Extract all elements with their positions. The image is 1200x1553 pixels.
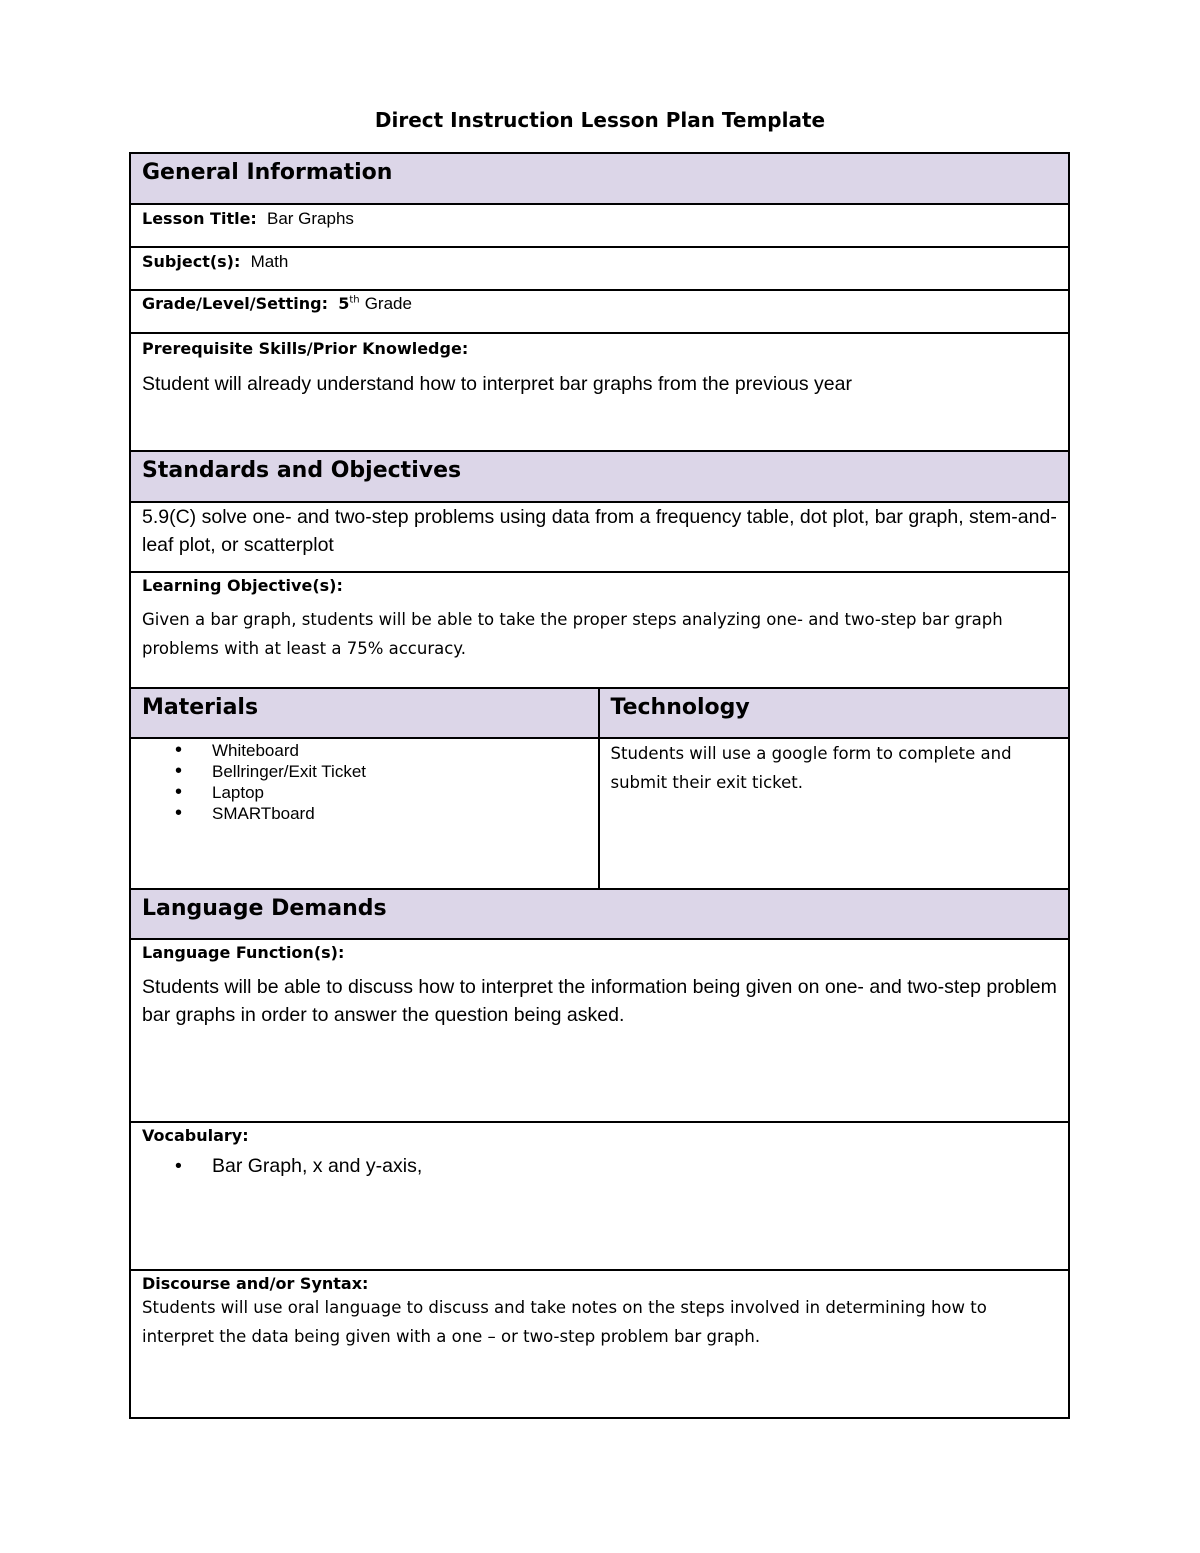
- discourse-text: Students will use oral language to discuss and take notes on the steps involved in determining how to interpret the data being given with a one – or two-step problem bar graph.: [142, 1298, 987, 1346]
- language-function-label: Language Function(s):: [142, 943, 345, 962]
- discourse-row: [131, 1271, 1068, 1417]
- list-item: • SMARTboard: [212, 803, 598, 824]
- lesson-plan-table: [129, 152, 1070, 1419]
- language-function-row: [131, 940, 1068, 1123]
- objective-label: Learning Objective(s):: [142, 576, 343, 595]
- subject-value: Math: [250, 252, 289, 271]
- standards-heading: Standards and Objectives: [142, 458, 462, 483]
- lesson-title-label: Lesson Title:: [142, 209, 257, 228]
- lesson-title-value: Bar Graphs: [267, 209, 354, 228]
- lesson-title-row: [131, 205, 1068, 248]
- technology-heading: Technology: [610, 695, 750, 720]
- materials-heading: Materials: [142, 695, 259, 720]
- language-function-text: Students will be able to discuss how to interpret the information being given on one- and two-step problem bar graphs in order to answer the question being asked.: [142, 976, 1057, 1026]
- list-item: • Whiteboard: [212, 740, 598, 761]
- vocabulary-label: Vocabulary:: [142, 1126, 249, 1145]
- materials-cell: [131, 739, 600, 888]
- grade-word: Grade: [364, 294, 412, 313]
- grade-number: 5: [338, 294, 350, 313]
- technology-text: Students will use a google form to complete and submit their exit ticket.: [610, 744, 1012, 792]
- subject-label: Subject(s):: [142, 252, 241, 271]
- grade-suffix: th: [349, 294, 360, 306]
- vocabulary-list: [142, 1155, 1057, 1178]
- vocabulary-row: [131, 1123, 1068, 1271]
- standards-header: [131, 452, 1068, 503]
- list-item: • Bellringer/Exit Ticket: [212, 761, 598, 782]
- grade-label: Grade/Level/Setting:: [142, 294, 329, 313]
- materials-header: [131, 689, 600, 737]
- language-demands-header: [131, 890, 1068, 940]
- standard-row: [131, 503, 1068, 573]
- materials-technology-header: [131, 689, 1068, 739]
- materials-technology-body: [131, 739, 1068, 890]
- standard-text: 5.9(C) solve one- and two-step problems using data from a frequency table, dot plot, bar graph, stem-and-leaf plot, or scatterplot: [142, 506, 1057, 556]
- technology-header: [600, 689, 1069, 737]
- subject-row: [131, 248, 1068, 291]
- language-demands-heading: Language Demands: [142, 896, 387, 921]
- objective-row: [131, 573, 1068, 689]
- materials-list: [131, 740, 598, 824]
- objective-text: Given a bar graph, students will be able to take the proper steps analyzing one- and two-step bar graph problems with at least a 75% accuracy.: [142, 610, 1003, 658]
- discourse-label: Discourse and/or Syntax:: [142, 1274, 369, 1293]
- technology-cell: [600, 739, 1069, 888]
- prereq-label: Prerequisite Skills/Prior Knowledge:: [142, 339, 469, 358]
- list-item: • Laptop: [212, 782, 598, 803]
- prereq-text: Student will already understand how to interpret bar graphs from the previous year: [142, 373, 852, 395]
- prereq-row: [131, 334, 1068, 452]
- list-item: • Bar Graph, x and y-axis,: [212, 1155, 1057, 1178]
- grade-row: [131, 291, 1068, 334]
- general-information-heading: General Information: [142, 160, 393, 185]
- document-title: Direct Instruction Lesson Plan Template: [374, 108, 826, 132]
- general-information-header: [131, 154, 1068, 205]
